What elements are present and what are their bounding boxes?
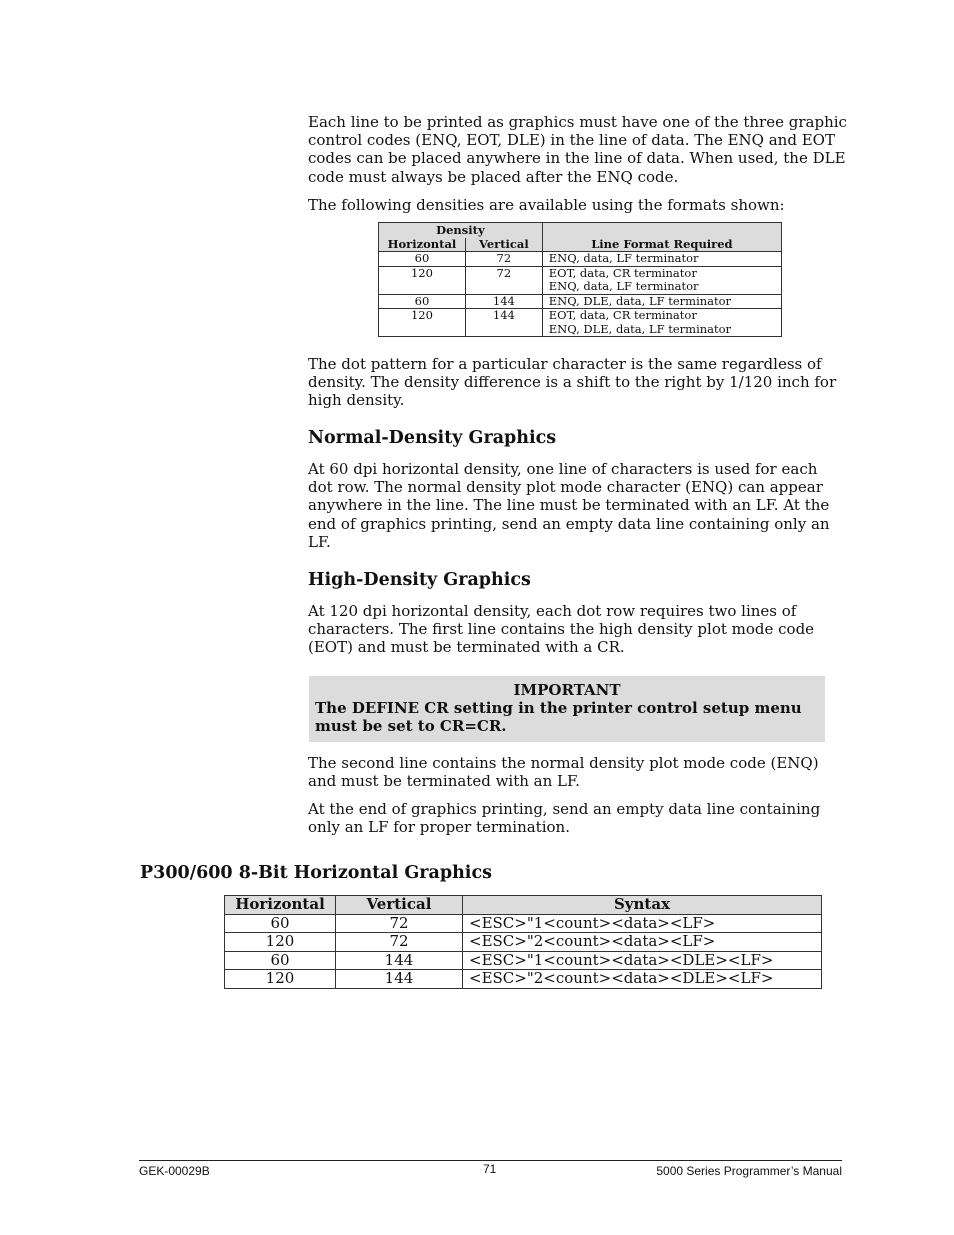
format-line: ENQ, data, LF terminator xyxy=(548,279,699,293)
termination-paragraph: At the end of graphics printing, send an empty data line containing only an LF for proper termination. xyxy=(308,800,821,837)
format-line: EOT, data, CR terminator xyxy=(548,265,697,280)
row-vertical: 144 xyxy=(336,970,463,989)
row-vertical: 144 xyxy=(465,309,542,337)
row-vertical: 72 xyxy=(465,252,542,267)
density-group-header: Density xyxy=(379,223,543,238)
row-horizontal: 60 xyxy=(225,914,336,933)
density-table xyxy=(378,222,782,337)
format-line: EOT, data, CR terminator xyxy=(548,308,697,322)
syntax-header: Syntax xyxy=(463,896,822,915)
row-format xyxy=(542,252,781,267)
table-row xyxy=(225,933,822,952)
table-row xyxy=(379,294,782,309)
row-horizontal: 60 xyxy=(225,951,336,970)
high-density-text: At 120 dpi horizontal density, each dot row requires two lines of characters. The first line contains the high density plot mode code (EOT) and must be terminated with a CR. xyxy=(308,602,815,657)
row-vertical: 72 xyxy=(336,933,463,952)
syntax-table xyxy=(224,895,822,989)
row-horizontal: 60 xyxy=(379,294,466,309)
densities-intro: The following densities are available using the formats shown: xyxy=(308,196,785,214)
horizontal-header: Horizontal xyxy=(225,896,336,915)
section-heading: P300/600 8-Bit Horizontal Graphics xyxy=(140,863,492,883)
horizontal-header: Horizontal xyxy=(379,238,466,252)
important-box xyxy=(309,676,825,742)
important-text: The DEFINE CR setting in the printer control setup menu must be set to CR=CR. xyxy=(315,699,802,736)
page-number: 71 xyxy=(483,1162,497,1176)
row-horizontal: 60 xyxy=(379,252,466,267)
intro-paragraph: Each line to be printed as graphics must have one of the three graphic control codes (ENQ, EOT, DLE) in the line of data. The ENQ and EOT codes can be placed anywhere in the line of data. When used, the DLE code must always be placed after the ENQ code. xyxy=(308,113,847,186)
table-row xyxy=(379,266,782,294)
format-line: ENQ, DLE, data, LF terminator xyxy=(548,321,732,336)
row-vertical: 144 xyxy=(465,294,542,309)
table-row xyxy=(225,951,822,970)
row-horizontal: 120 xyxy=(225,970,336,989)
vertical-header: Vertical xyxy=(465,238,542,252)
row-syntax: <ESC>"2<count><data><DLE><LF> xyxy=(463,970,822,989)
row-horizontal: 120 xyxy=(379,309,466,337)
row-syntax: <ESC>"2<count><data><LF> xyxy=(463,933,822,952)
format-header: Line Format Required xyxy=(542,223,781,252)
row-horizontal: 120 xyxy=(379,266,466,294)
row-horizontal: 120 xyxy=(225,933,336,952)
footer-doc-id: GEK-00029B xyxy=(139,1164,210,1178)
normal-density-heading: Normal-Density Graphics xyxy=(308,428,557,448)
row-format xyxy=(542,266,781,294)
row-syntax: <ESC>"1<count><data><LF> xyxy=(463,914,822,933)
row-syntax: <ESC>"1<count><data><DLE><LF> xyxy=(463,951,822,970)
table-row xyxy=(225,914,822,933)
second-line-paragraph: The second line contains the normal density plot mode code (ENQ) and must be terminated with an LF. xyxy=(308,754,819,791)
footer-rule xyxy=(139,1160,842,1161)
row-format xyxy=(542,294,781,309)
table-row xyxy=(379,309,782,337)
format-line: ENQ, DLE, data, LF terminator xyxy=(548,293,732,308)
row-vertical: 144 xyxy=(336,951,463,970)
format-line: ENQ, data, LF terminator xyxy=(548,251,699,265)
table-row xyxy=(225,970,822,989)
important-title: IMPORTANT xyxy=(513,681,621,699)
normal-density-text: At 60 dpi horizontal density, one line of characters is used for each dot row. The normal density plot mode character (ENQ) can appear anywhere in the line. The line must be terminated with an LF. At the end of graphics printing, send an empty data line containing only an LF. xyxy=(308,460,830,551)
vertical-header: Vertical xyxy=(336,896,463,915)
high-density-heading: High-Density Graphics xyxy=(308,570,531,590)
row-vertical: 72 xyxy=(465,266,542,294)
dot-pattern-paragraph: The dot pattern for a particular character is the same regardless of density. The density difference is a shift to the right by 1/120 inch for high density. xyxy=(308,355,837,410)
footer-manual-title: 5000 Series Programmer’s Manual xyxy=(656,1164,842,1178)
table-row xyxy=(379,252,782,267)
row-format xyxy=(542,309,781,337)
row-vertical: 72 xyxy=(336,914,463,933)
